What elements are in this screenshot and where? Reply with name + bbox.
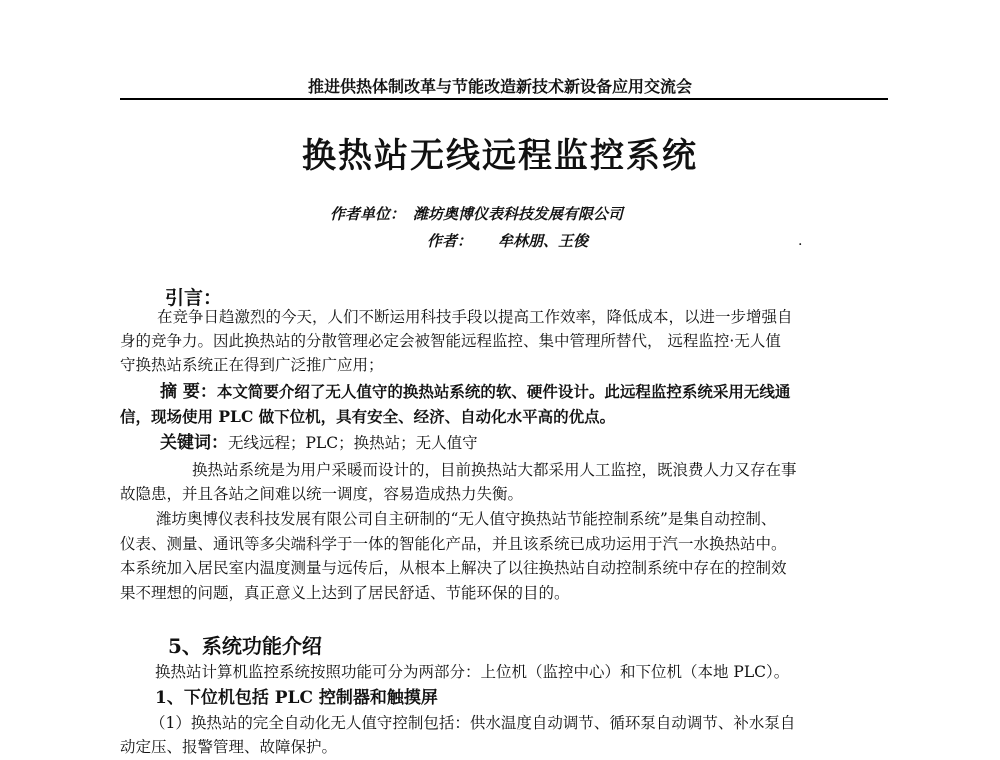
authors-line [427,230,588,251]
abstract-line-2: 信，现场使用 PLC 做下位机，具有安全、经济、自动化水平高的优点。 [120,407,616,426]
authors-label: 作者： [427,232,473,250]
section-5-heading: 5、系统功能介绍 [168,634,322,658]
author-unit-line [330,203,623,224]
authors: 牟林朋、王俊 [498,232,589,250]
abstract-text-1: 本文简要介绍了无人值守的换热站系统的软、硬件设计。此远程监控系统采用无线通 [216,382,791,401]
item-line-2: 动定压、报警管理、故障保护。 [120,738,338,756]
intro-heading: 引言： [165,287,223,309]
body-line-6: 果不理想的问题，真正意义上达到了居民舒适、节能环保的目的。 [120,584,570,602]
body-line-3: 潍坊奥博仪表科技发展有限公司自主研制的“无人值守换热站节能控制系统”是集自动控制、 [156,510,777,528]
intro-line-2: 身的竞争力。因此换热站的分散管理必定会被智能远程监控、集中管理所替代， 远程监控·无人值 [120,332,781,350]
section-5-intro: 换热站计算机监控系统按照功能可分为两部分：上位机（监控中心）和下位机（本地 PLC）。 [155,663,790,681]
intro-line-1: 在竞争日趋激烈的今天，人们不断运用科技手段以提高工作效率，降低成本，以进一步增强自 [157,308,793,326]
header-rule [120,98,888,100]
paper-title: 换热站无线远程监控系统 [302,136,698,176]
body-line-2: 故隐患，并且各站之间难以统一调度，容易造成热力失衡。 [120,485,524,503]
author-unit-label: 作者单位： [330,205,406,223]
abstract-line-1 [160,381,790,403]
body-line-5: 本系统加入居民室内温度测量与远传后，从根本上解决了以往换热站自动控制系统中存在的控制效 [120,559,787,577]
conference-header: 推进供热体制改革与节能改造新技术新设备应用交流会 [307,77,692,96]
keywords-text: 无线远程；PLC；换热站；无人值守 [228,434,478,452]
intro-line-3: 守换热站系统正在得到广泛推广应用； [120,356,384,374]
keywords-label: 关键词： [160,433,228,453]
subsection-1-heading: 1、下位机包括 PLC 控制器和触摸屏 [155,688,438,708]
body-line-1: 换热站系统是为用户采暖而设计的，目前换热站大都采用人工监控，既浪费人力又存在事 [192,461,797,479]
author-unit: 潍坊奥博仪表科技发展有限公司 [413,205,624,223]
body-line-4: 仪表、测量、通讯等多尖端科学于一体的智能化产品，并且该系统已成功运用于汽一水换热站中。 [120,535,787,553]
stray-dot: . [798,233,803,249]
item-line-1: （1）换热站的完全自动化无人值守控制包括：供水温度自动调节、循环泵自动调节、补水泵自 [150,714,796,732]
abstract-label: 摘 要： [160,382,217,402]
keywords-line [160,432,478,454]
